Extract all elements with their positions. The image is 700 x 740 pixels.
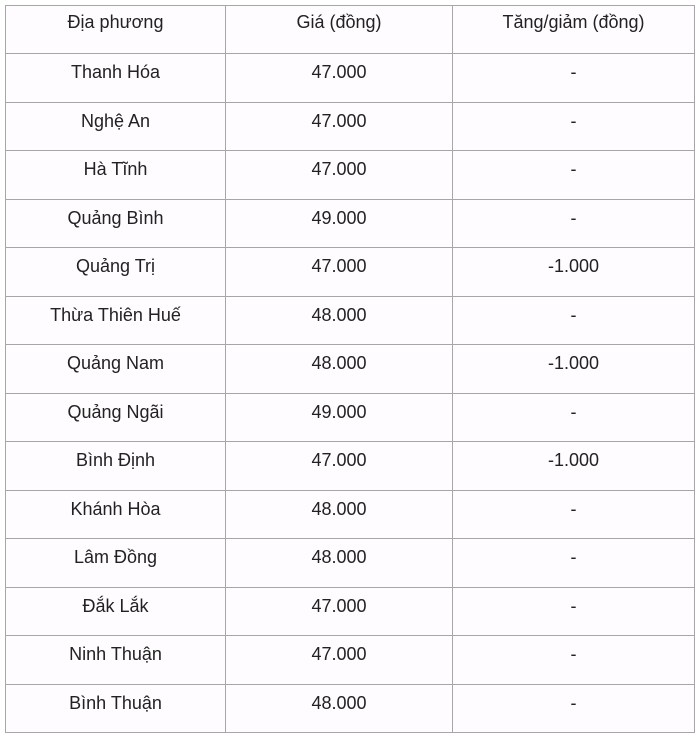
price-cell: 47.000 — [226, 442, 453, 491]
table-row — [6, 442, 695, 491]
change-cell: - — [453, 393, 695, 442]
region-cell: Quảng Ngãi — [6, 393, 226, 442]
change-cell: - — [453, 199, 695, 248]
region-cell: Khánh Hòa — [6, 490, 226, 539]
table-row — [6, 248, 695, 297]
price-cell: 48.000 — [226, 490, 453, 539]
price-cell: 47.000 — [226, 54, 453, 103]
change-cell: - — [453, 539, 695, 588]
change-cell: - — [453, 636, 695, 685]
price-cell: 48.000 — [226, 345, 453, 394]
region-cell: Hà Tĩnh — [6, 151, 226, 200]
change-cell: -1.000 — [453, 345, 695, 394]
change-cell: - — [453, 151, 695, 200]
table-row — [6, 151, 695, 200]
region-cell: Ninh Thuận — [6, 636, 226, 685]
change-cell: - — [453, 296, 695, 345]
region-cell: Quảng Bình — [6, 199, 226, 248]
region-cell: Lâm Đồng — [6, 539, 226, 588]
table-row — [6, 102, 695, 151]
price-cell: 47.000 — [226, 636, 453, 685]
table-row — [6, 393, 695, 442]
price-cell: 48.000 — [226, 296, 453, 345]
change-cell: - — [453, 684, 695, 733]
price-table — [5, 5, 695, 733]
table-row — [6, 636, 695, 685]
header-region: Địa phương — [6, 6, 226, 54]
change-cell: - — [453, 102, 695, 151]
price-cell: 49.000 — [226, 199, 453, 248]
price-cell: 48.000 — [226, 684, 453, 733]
header-price: Giá (đồng) — [226, 6, 453, 54]
change-cell: - — [453, 54, 695, 103]
region-cell: Đắk Lắk — [6, 587, 226, 636]
table-row — [6, 490, 695, 539]
price-cell: 47.000 — [226, 151, 453, 200]
price-cell: 47.000 — [226, 248, 453, 297]
change-cell: - — [453, 587, 695, 636]
price-cell: 47.000 — [226, 102, 453, 151]
price-cell: 48.000 — [226, 539, 453, 588]
price-cell: 47.000 — [226, 587, 453, 636]
region-cell: Bình Thuận — [6, 684, 226, 733]
change-cell: -1.000 — [453, 248, 695, 297]
table-row — [6, 54, 695, 103]
change-cell: - — [453, 490, 695, 539]
table-row — [6, 345, 695, 394]
region-cell: Quảng Trị — [6, 248, 226, 297]
change-cell: -1.000 — [453, 442, 695, 491]
region-cell: Bình Định — [6, 442, 226, 491]
price-cell: 49.000 — [226, 393, 453, 442]
table-row — [6, 587, 695, 636]
region-cell: Nghệ An — [6, 102, 226, 151]
table-row — [6, 539, 695, 588]
region-cell: Quảng Nam — [6, 345, 226, 394]
header-row — [6, 6, 695, 54]
table-row — [6, 684, 695, 733]
region-cell: Thừa Thiên Huế — [6, 296, 226, 345]
table-row — [6, 199, 695, 248]
header-change: Tăng/giảm (đồng) — [453, 6, 695, 54]
table-row — [6, 296, 695, 345]
region-cell: Thanh Hóa — [6, 54, 226, 103]
